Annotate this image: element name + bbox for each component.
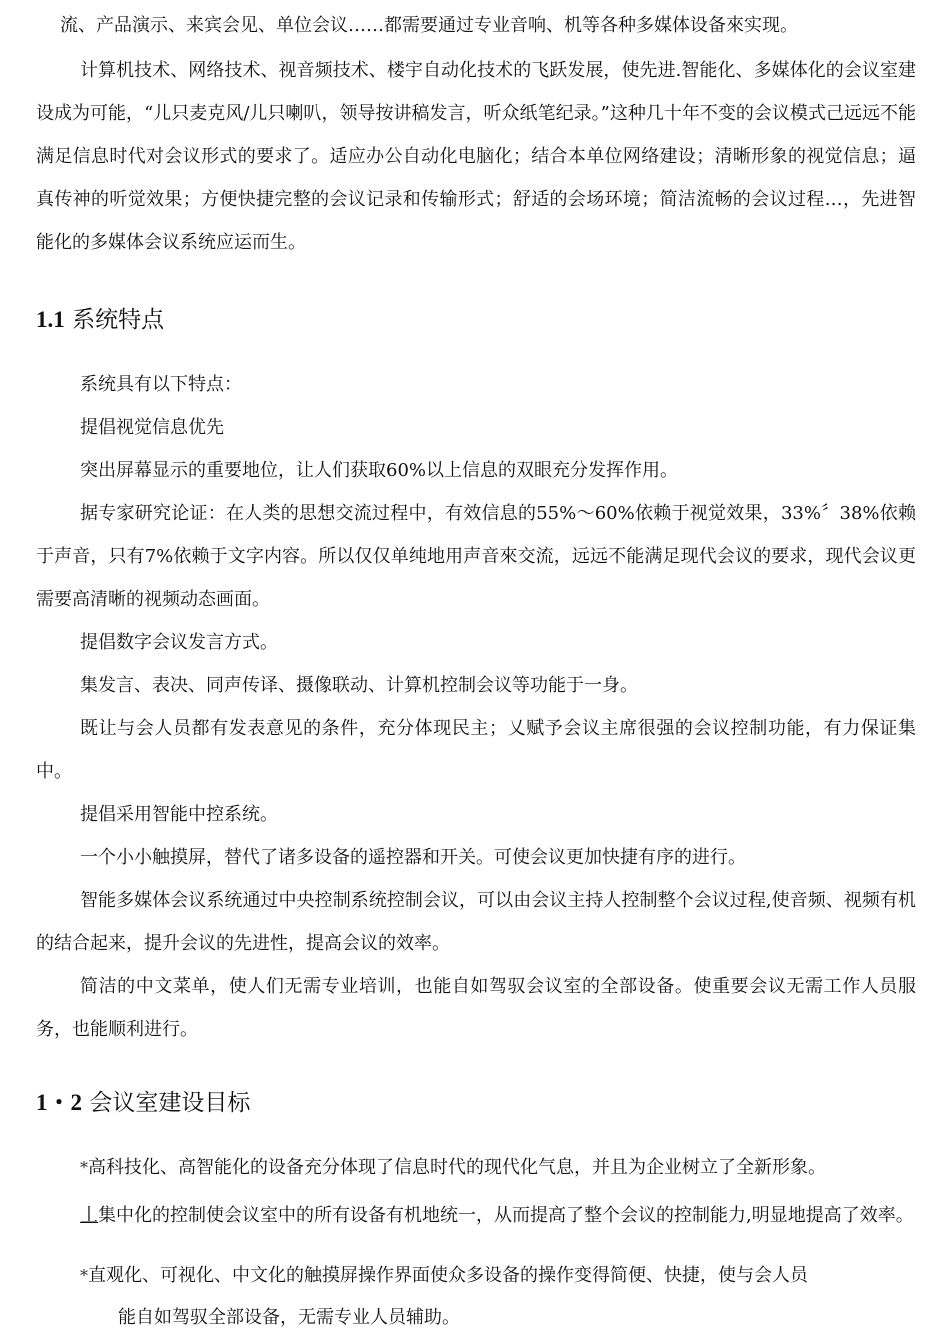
feature-digital-detail: 既让与会人员都有发表意见的条件，充分体现民主；乂赋予会议主席很强的会议控制功能，有力保证集中。: [36, 718, 916, 782]
section-title: 会议室建设目标: [89, 1090, 251, 1116]
intro-paragraph-fragment: 流、产品演示、来宾会见、单位会议……都需要通过专业音响、机等各种多媒体设备來实现。: [60, 15, 798, 36]
bullet-marker: *: [80, 1158, 88, 1177]
feature-intro: 系统具有以下特点：: [80, 374, 242, 395]
feature-visual-text: 突出屏幕显示的重要地位，让人们获取60%以上信息的双眼充分发挥作用。: [80, 460, 679, 481]
section-number: 1・2: [36, 1090, 82, 1115]
bullet-marker: 丄: [80, 1205, 98, 1226]
bullet-text: 集中化的控制使会议室中的所有设备有机地统一，从而提高了整个会议的控制能力,明显地提高了效率。: [98, 1205, 914, 1226]
goal-bullet-3: [80, 1262, 920, 1290]
feature-digital-text: 集发言、表决、同声传译、摄像联动、计算机控制会议等功能于一身。: [80, 675, 638, 696]
feature-control-heading: 提倡采用智能中控系统。: [80, 804, 278, 825]
section-heading-1-2: [36, 1088, 250, 1118]
intro-paragraph: 计算机技术、网络技术、视音频技术、楼宇自动化技术的飞跃发展，使先进.智能化、多媒体化的会议室建设成为可能，“儿只麦克风/儿只喇叭，领导按讲稿发言，听众纸笔纪录。”这种几十年不变的会议模式己远远不能满足信息时代对会议形式的要求了。适应办公自动化电脑化；结合本单位网络建设；清晰形象的视觉信息；逼真传神的听觉效果；方便快捷完整的会议记录和传输形式；舒适的会场环境；简洁流畅的会议过程…，先进智能化的多媒体会议系统应运而生。: [36, 60, 916, 253]
feature-control-text: 一个小小触摸屏，替代了诸多设备的遥控器和开关。可使会议更加快捷有序的进行。: [80, 847, 746, 868]
section-title: 系统特点: [72, 307, 165, 333]
feature-menu-detail: 简洁的中文菜单，使人们无需专业培训，也能自如驾驭会议室的全部设备。使重要会议无需工作人员服务，也能顺利进行。: [36, 976, 916, 1040]
feature-control-detail: 智能多媒体会议系统通过中央控制系统控制会议，可以由会议主持人控制整个会议过程,使音频、视频有机的结合起来，提升会议的先进性，提高会议的效率。: [36, 890, 916, 954]
feature-visual-research: 据专家研究论证：在人类的思想交流过程中，有效信息的55%〜60%依赖于视觉效果，33%〞38%依赖于声音，只有7%依赖于文字内容。所以仅仅单纯地用声音來交流，远远不能满足现代会议的要求，现代会议更需要高清晰的视频动态画面。: [36, 503, 916, 610]
section-number: 1.1: [36, 307, 65, 332]
section-heading-1-1: [36, 305, 164, 335]
bullet-text: 高科技化、高智能化的设备充分体现了信息时代的现代化气息，并且为企业树立了全新形象。: [88, 1157, 826, 1178]
goal-bullet-1: [80, 1154, 920, 1182]
goal-bullet-3-continuation: 能自如驾驭全部设备，无需专业人员辅助。: [118, 1307, 460, 1328]
feature-visual-heading: 提倡视觉信息优先: [80, 417, 224, 438]
bullet-marker: *: [80, 1266, 88, 1285]
bullet-text: 直观化、可视化、中文化的触摸屏操作界面使众多设备的操作变得简便、快捷，使与会人员: [88, 1265, 808, 1286]
feature-digital-heading: 提倡数字会议发言方式。: [80, 632, 278, 653]
goal-bullet-2: [36, 1204, 916, 1228]
